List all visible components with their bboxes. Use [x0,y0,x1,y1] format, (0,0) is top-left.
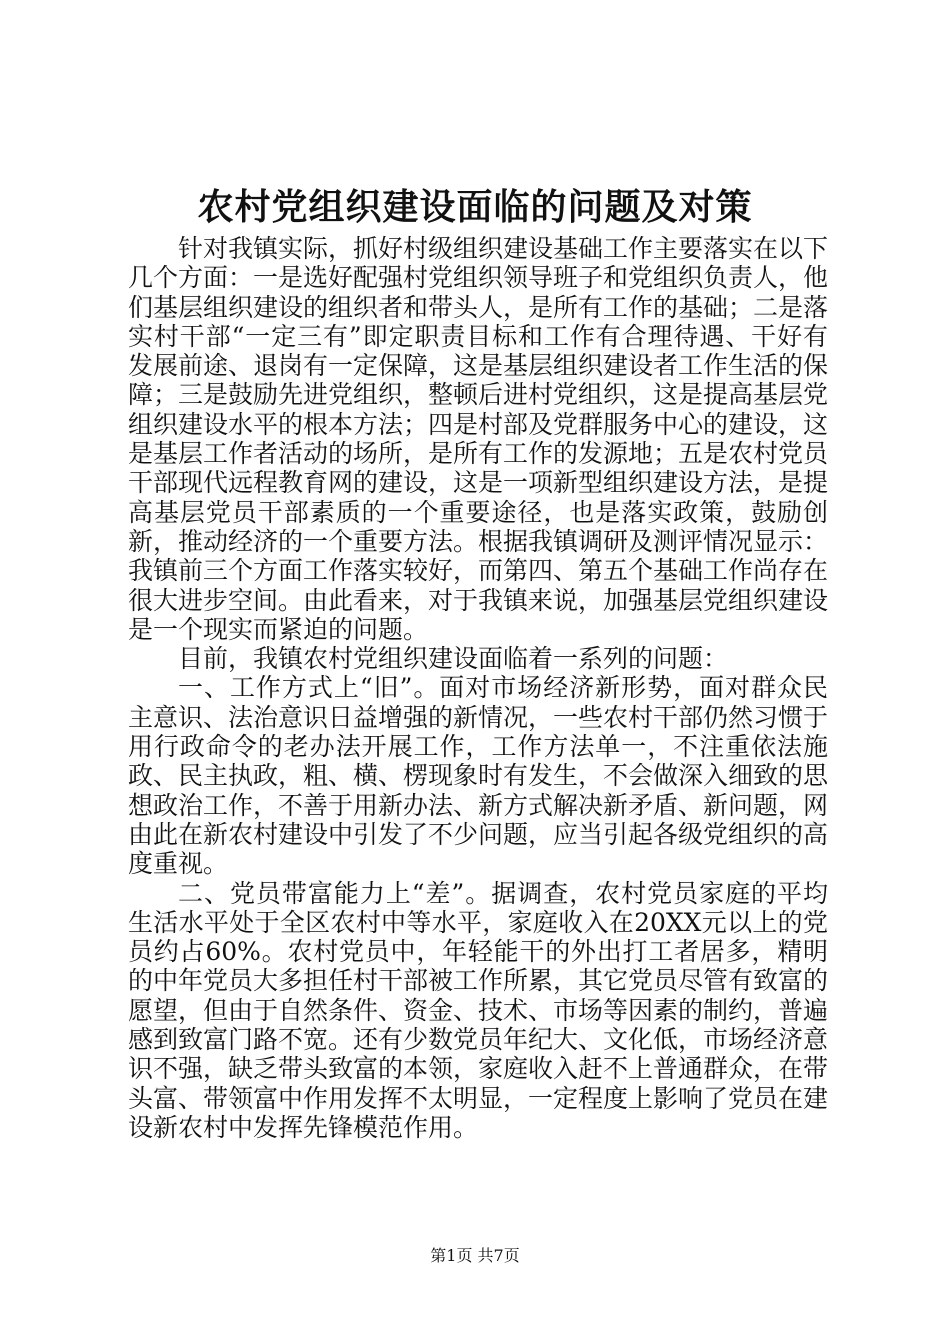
paragraph: 二、党员带富能力上“差”。据调查，农村党员家庭的平均生活水平处于全区农村中等水平，家庭收入在20XX元以上的党员约占60%。农村党员中，年轻能干的外出打工者居多，精明的中年党员大多担任村干部被工作所累，其它党员尽管有致富的愿望，但由于自然条件、资金、技术、市场等因素的制约，普遍感到致富门路不宽。还有少数党员年纪大、文化低，市场经济意识不强，缺乏带头致富的本领，家庭收入赶不上普通群众，在带头富、带领富中作用发挥不太明显，一定程度上影响了党员在建设新农村中发挥先锋模范作用。 [128,878,829,1142]
paragraph: 目前，我镇农村党组织建设面临着一系列的问题： [178,644,729,674]
page-footer: 第1页 共7页 [430,1246,520,1265]
document-body [128,234,828,1142]
document-title: 农村党组织建设面临的问题及对策 [197,186,753,228]
paragraph: 针对我镇实际，抓好村级组织建设基础工作主要落实在以下几个方面：一是选好配强村党组织领导班子和党组织负责人，他们基层组织建设的组织者和带头人，是所有工作的基础；二是落实村干部“一定三有”即定职责目标和工作有合理待遇、干好有发展前途、退岗有一定保障，这是基层组织建设者工作生活的保障；三是鼓励先进党组织，整顿后进村党组织，这是提高基层党组织建设水平的根本方法；四是村部及党群服务中心的建设，这是基层工作者活动的场所，是所有工作的发源地；五是农村党员干部现代远程教育网的建设，这是一项新型组织建设方法，是提高基层党员干部素质的一个重要途径，也是落实政策，鼓励创新，推动经济的一个重要方法。根据我镇调研及测评情况显示：我镇前三个方面工作落实较好，而第四、第五个基础工作尚存在很大进步空间。由此看来，对于我镇来说，加强基层党组织建设是一个现实而紧迫的问题。 [128,234,829,644]
paragraph: 一、工作方式上“旧”。面对市场经济新形势，面对群众民主意识、法治意识日益增强的新情况，一些农村干部仍然习惯于用行政命令的老办法开展工作，工作方法单一，不注重依法施政、民主执政，粗、横、楞现象时有发生，不会做深入细致的思想政治工作，不善于用新办法、新方式解决新矛盾、新问题，网由此在新农村建设中引发了不少问题，应当引起各级党组织的高度重视。 [128,673,829,879]
